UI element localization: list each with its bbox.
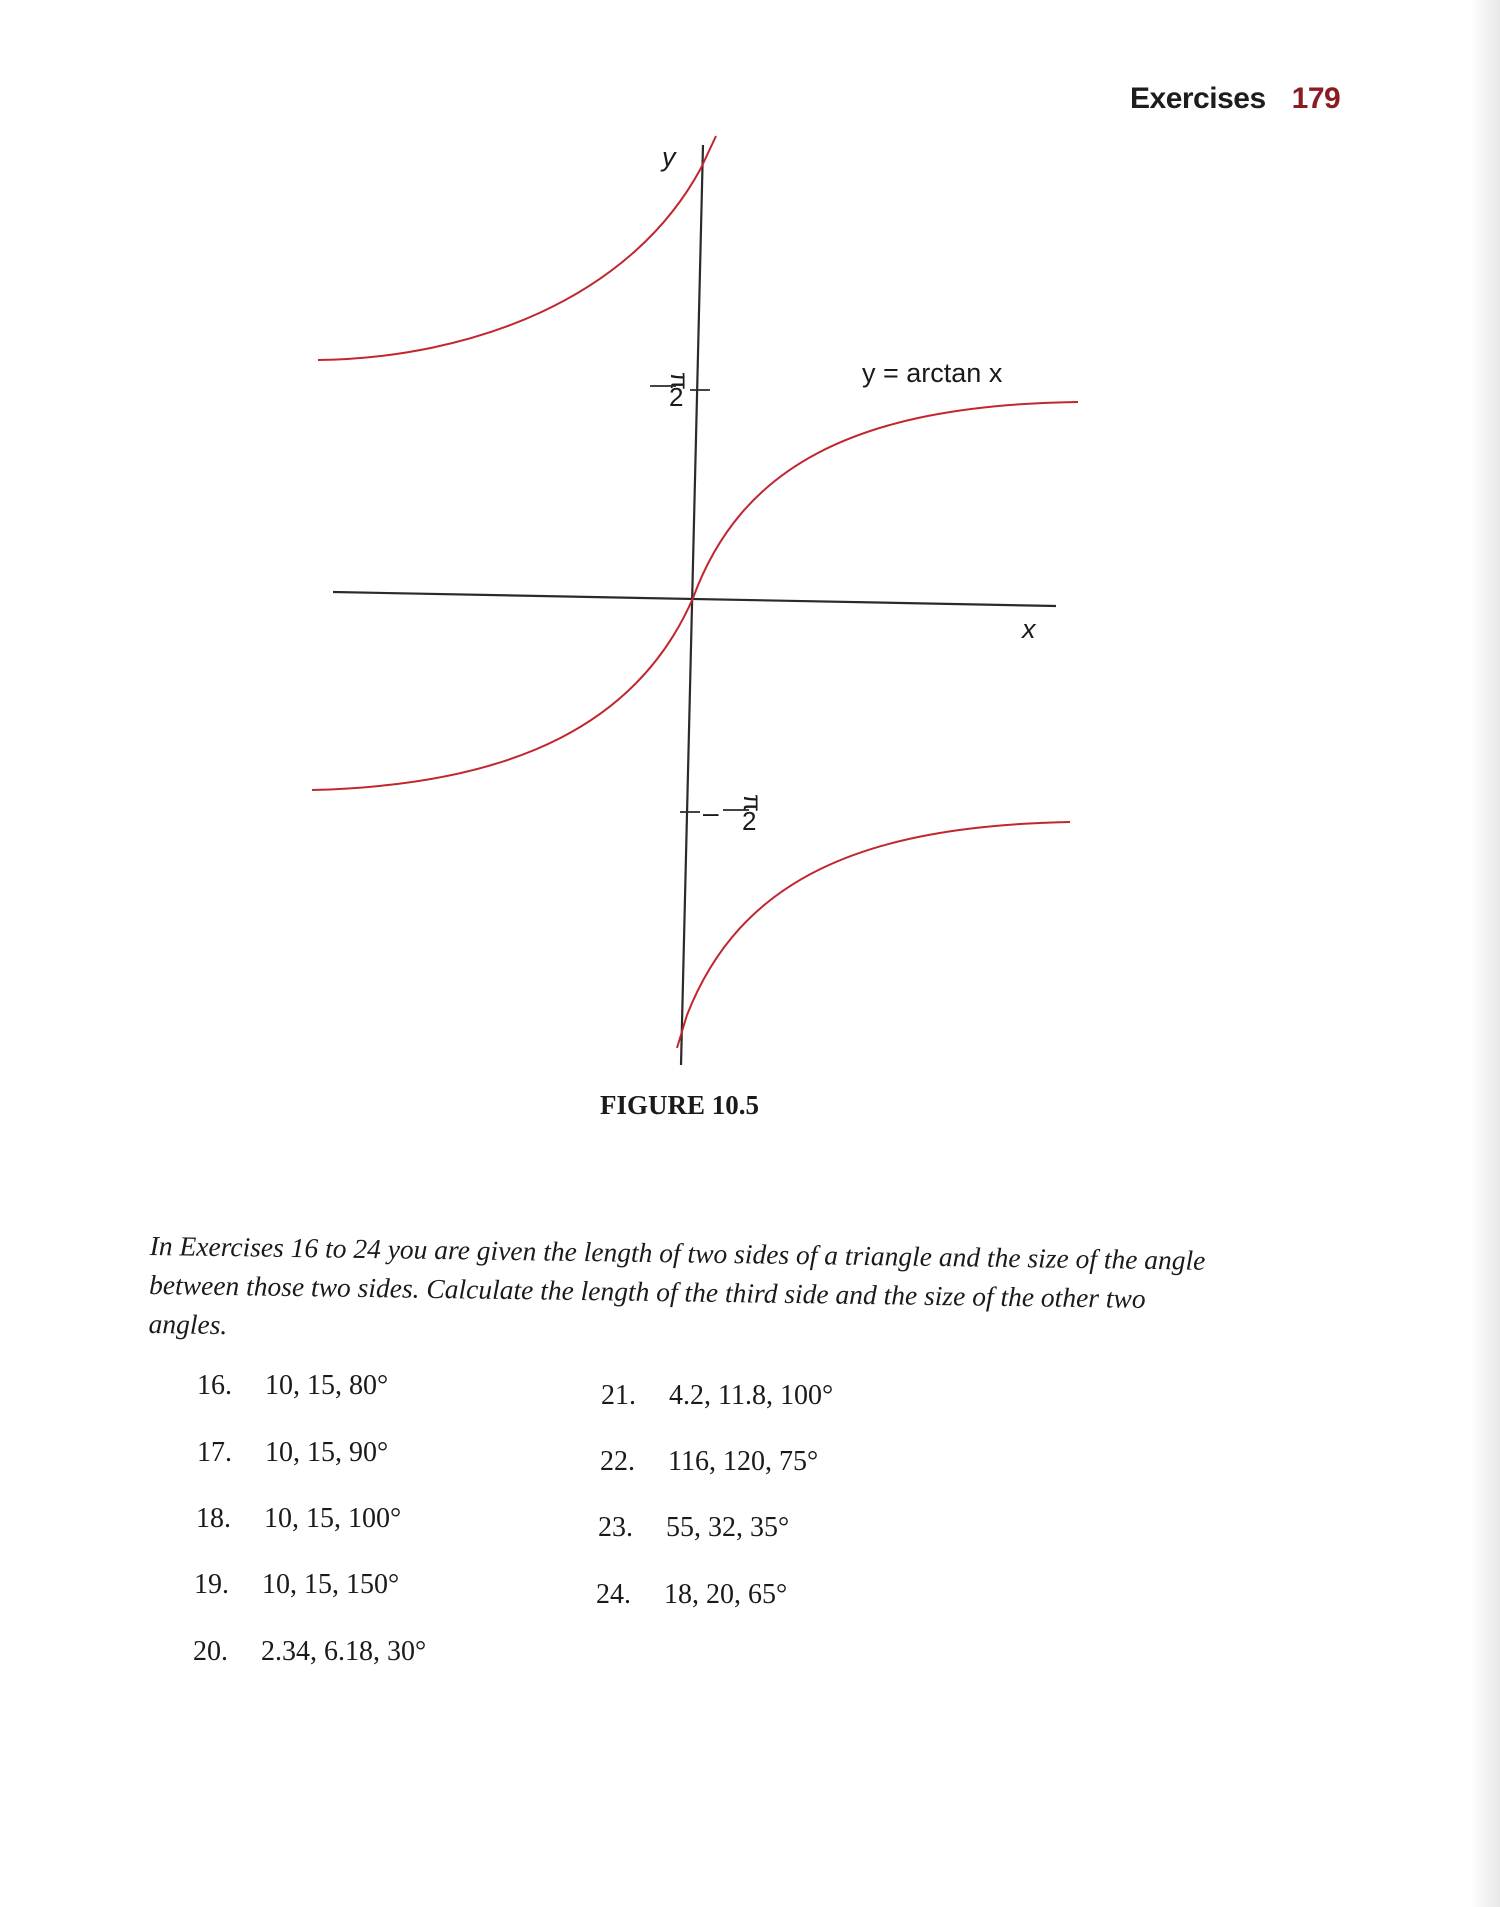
exercise-values: 4.2, 11.8, 100°: [669, 1380, 834, 1411]
exercise-number: 17.: [197, 1437, 232, 1468]
section-title: Exercises: [1130, 82, 1266, 115]
minus-pi-over-2-label: [723, 794, 768, 836]
exercise-19: [194, 1569, 399, 1601]
exercise-values: 10, 15, 150°: [262, 1569, 400, 1600]
y-axis-label: y: [662, 142, 676, 172]
exercise-23: [598, 1512, 789, 1544]
y-axis: [681, 145, 703, 1065]
exercise-number: 23.: [598, 1512, 633, 1543]
exercise-values: 116, 120, 75°: [668, 1446, 819, 1477]
upper-branch-curve: [318, 136, 716, 360]
exercise-20: [193, 1636, 426, 1668]
pi-over-2-numerator: π: [665, 372, 695, 390]
page-number: 179: [1291, 82, 1341, 115]
exercise-instructions: In Exercises 16 to 24 you are given the length of two sides of a triangle and the size of the angle between those two sides. Calculate the length of the third side and the size of the other two angles.: [148, 1229, 1206, 1341]
exercise-number: 22.: [600, 1446, 635, 1477]
minus-pi-over-2-denominator: 2: [742, 806, 757, 836]
figure-caption: FIGURE 10.5: [600, 1090, 760, 1120]
exercise-values: 18, 20, 65°: [664, 1579, 788, 1610]
exercise-16: [197, 1370, 388, 1402]
minus-pi-over-2-numerator: π: [738, 794, 768, 812]
lower-branch-curve: [677, 822, 1070, 1048]
exercise-values: 10, 15, 100°: [264, 1503, 402, 1534]
x-axis-label: x: [1022, 614, 1036, 644]
exercise-number: 18.: [196, 1503, 231, 1534]
exercise-values: 10, 15, 90°: [265, 1437, 389, 1468]
exercise-number: 20.: [193, 1636, 228, 1667]
exercise-24: [596, 1579, 787, 1611]
exercise-18: [196, 1503, 401, 1535]
exercise-21: [601, 1380, 833, 1412]
exercise-number: 24.: [596, 1579, 631, 1610]
minus-sign: –: [703, 797, 719, 828]
exercise-values: 10, 15, 80°: [265, 1370, 389, 1401]
exercise-17: [197, 1437, 388, 1469]
exercise-number: 16.: [197, 1370, 232, 1401]
exercise-values: 2.34, 6.18, 30°: [261, 1636, 427, 1667]
exercise-22: [600, 1446, 818, 1478]
curve-label: y = arctan x: [862, 358, 1003, 388]
exercise-values: 55, 32, 35°: [666, 1512, 790, 1543]
exercise-number: 21.: [601, 1380, 636, 1411]
pi-over-2-denominator: 2: [669, 382, 684, 412]
exercise-number: 19.: [194, 1569, 229, 1600]
pi-over-2-label: [650, 372, 695, 412]
